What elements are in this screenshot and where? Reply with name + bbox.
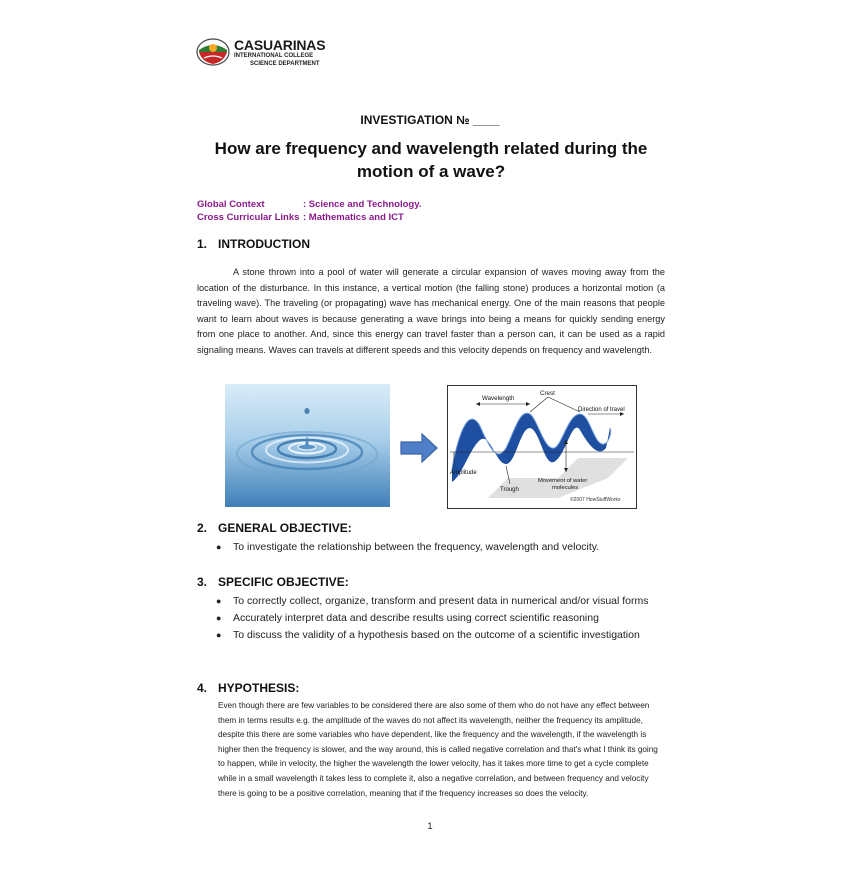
list-item	[216, 611, 676, 626]
bullet-icon: ●	[216, 596, 222, 606]
list-item-text: To investigate the relationship between the frequency, wavelength and velocity.	[233, 541, 600, 553]
section-heading-general-objective	[197, 521, 352, 535]
trough-label: Trough	[500, 487, 519, 493]
amplitude-label: Amplitude	[450, 470, 477, 476]
section-title: INTRODUCTION	[218, 237, 310, 251]
page-title: How are frequency and wavelength related during the motion of a wave?	[214, 139, 648, 181]
movement-label-line2: molecules	[552, 485, 579, 491]
wavelength-label: Wavelength	[482, 395, 515, 402]
cross-curricular-key: Cross Curricular Links	[197, 212, 300, 223]
crest-label: Crest	[540, 390, 555, 397]
list-item-text: To discuss the validity of a hypothesis based on the outcome of a scientific investigation	[233, 629, 640, 641]
direction-label: Direction of travel	[578, 407, 625, 413]
section-number: 3.	[197, 575, 208, 589]
wave-diagram	[447, 385, 637, 509]
section-heading-hypothesis	[197, 681, 299, 695]
introduction-text: A stone thrown into a pool of water will generate a circular expansion of waves moving away from the location of the disturbance. In this instance, a vertical motion (the falling stone) produces a horizontal motion (a traveling wave). The traveling (or propagating) wave has mechanical energy. One of the main reasons that people want to learn about waves is because generating a wave brings into being a means for quickly sending energy from one place to another. And, since this energy can travel faster than a person can, it can be used as a rapid signaling means. Waves can travels at different speeds and this velocity depends on frequency and wavelength.	[197, 267, 665, 355]
header-logo	[196, 38, 325, 67]
section-number: 2.	[197, 521, 208, 535]
movement-label-line1: Movement of water	[538, 478, 588, 484]
list-item-text: To correctly collect, organize, transform and present data in numerical and/or visual forms	[233, 595, 649, 607]
global-context-value: : Science and Technology.	[303, 199, 422, 210]
page-number: 1	[427, 821, 433, 832]
section-number: 1.	[197, 237, 208, 251]
bullet-icon: ●	[216, 542, 222, 552]
copyright-label: ©2007 HowStuffWorks	[570, 497, 621, 503]
section-title: GENERAL OBJECTIVE:	[218, 521, 352, 535]
section-heading-introduction	[197, 237, 310, 251]
investigation-label: INVESTIGATION № ____	[360, 113, 500, 127]
general-objective-list	[216, 540, 676, 557]
list-item	[216, 540, 676, 555]
list-item	[216, 594, 676, 609]
institution-name: CASUARINAS	[234, 37, 326, 53]
wave-diagram-graphic	[448, 386, 636, 508]
section-heading-specific-objective	[197, 575, 349, 589]
department-name: SCIENCE DEPARTMENT	[250, 61, 320, 67]
global-context-key: Global Context	[197, 199, 265, 210]
college-emblem-icon	[196, 38, 230, 66]
context-block	[197, 198, 421, 224]
list-item	[216, 628, 676, 643]
section-title: SPECIFIC OBJECTIVE:	[218, 575, 349, 589]
introduction-paragraph	[197, 265, 665, 358]
section-title: HYPOTHESIS:	[218, 681, 300, 695]
right-arrow-icon	[400, 432, 438, 464]
list-item-text: Accurately interpret data and describe results using correct scientific reasoning	[233, 612, 599, 624]
institution-subtitle: INTERNATIONAL COLLEGE	[234, 53, 314, 59]
cross-curricular-value: : Mathematics and ICT	[303, 212, 404, 223]
bullet-icon: ●	[216, 630, 222, 640]
bullet-icon: ●	[216, 613, 222, 623]
section-number: 4.	[197, 681, 208, 695]
specific-objective-list	[216, 594, 676, 645]
hypothesis-paragraph: Even though there are few variables to be considered there are also some of them who do not have any effect between them in terms results e.g. the amplitude of the waves do not affect its wavelength, neither the frequency its amplitude, despite this there are some variables who have dependent, like the frequency and the wavelength, if the wavelength is higher then the frequency is slower, and the way around, this is called negative correlation and that's what I think its going to happen, while in velocity, the higher the wavelength the lower velocity, has it takes more time to get a cycle complete while in a small wavelength it takes less to complete it, also a negative correlation, and between frequency and velocity there is going to be a positive correlation, meaning that if the frequency increases so does the velocity.	[218, 701, 658, 798]
water-ripple-image	[225, 384, 390, 507]
